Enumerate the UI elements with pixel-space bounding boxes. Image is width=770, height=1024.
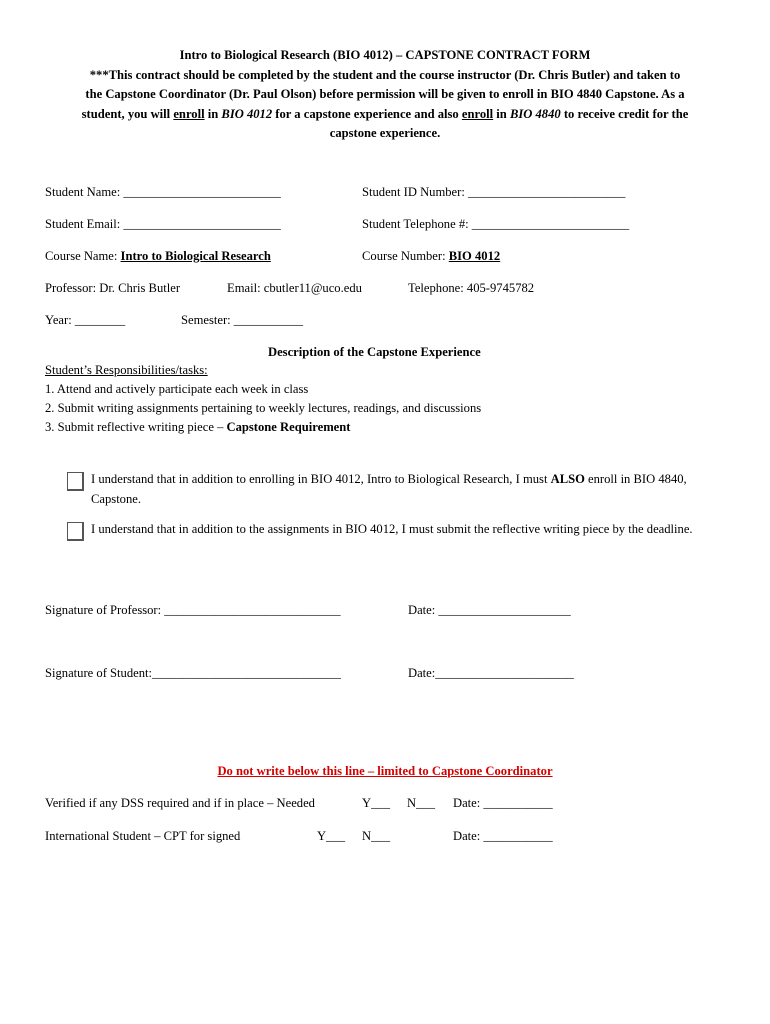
form-header [40,46,730,144]
student-name-field[interactable]: Student Name: _________________________ [45,185,281,199]
instructions-line-5: capstone experience. [329,126,441,140]
course-number [362,249,500,264]
international-date-field[interactable]: Date: ___________ [453,829,553,843]
responsibilities-label-text: Student’s Responsibilities/tasks: [45,363,208,377]
ack-checkbox-1[interactable] [67,472,84,491]
task-item-3-text: 3. Submit reflective writing piece – [45,420,227,434]
student-signature-field[interactable]: Signature of Student:______________________________ [45,666,341,680]
dss-yes-field[interactable]: Y___ [362,796,390,810]
bio4012-italic: BIO 4012 [221,106,273,121]
ack-text-1 [91,470,731,509]
international-yes-field[interactable]: Y___ [317,829,345,843]
responsibilities-label [45,363,208,378]
ack-checkbox-2[interactable] [67,522,84,541]
task-item-3 [45,420,350,435]
task-item-2: 2. Submit writing assignments pertaining to weekly lectures, readings, and discussions [45,401,482,415]
instructions-line-4 [40,105,730,125]
student-phone-field[interactable]: Student Telephone #: _________________________ [362,217,630,231]
description-heading-text: Description of the Capstone Experience [268,345,481,359]
form-title: Intro to Biological Research (BIO 4012) – CAPSTONE CONTRACT FORM [179,48,591,62]
course-number-label: Course Number: [362,249,449,263]
student-id-field[interactable]: Student ID Number: _________________________ [362,185,626,199]
year-field[interactable]: Year: ________ [45,313,126,327]
student-date-field[interactable]: Date:______________________ [408,666,574,680]
coordinator-warning [0,764,770,779]
ack-text-1-also: ALSO [550,472,585,486]
capstone-requirement: Capstone Requirement [226,420,351,434]
instructions-text: in [493,106,510,121]
professor-signature-field[interactable]: Signature of Professor: ____________________________ [45,603,341,617]
instructions-text: student, you will [81,106,174,121]
task-item-1: 1. Attend and actively participate each week in class [45,382,309,396]
course-number-value: BIO 4012 [448,249,501,263]
professor-name: Professor: Dr. Chris Butler [45,281,181,295]
ack-text-2: I understand that in addition to the assignments in BIO 4012, I must submit the reflective writing piece by the deadline. [91,522,693,536]
international-no-field[interactable]: N___ [362,829,390,843]
description-heading [268,345,481,360]
student-email-field[interactable]: Student Email: _________________________ [45,217,281,231]
course-name-value: Intro to Biological Research [120,249,271,263]
instructions-line-2: ***This contract should be completed by the student and the course instructor (Dr. Chris Butler) and taken to [89,67,681,82]
instructions-text: for a capstone experience and also [272,106,462,121]
international-label: International Student – CPT for signed [45,829,241,843]
enroll-underlined: enroll [461,106,494,121]
professor-telephone: Telephone: 405-9745782 [408,281,535,295]
instructions-line-3: the Capstone Coordinator (Dr. Paul Olson) before permission will be given to enroll in BIO 4840 Capstone. As a [85,87,685,101]
course-name-label: Course Name: [45,249,121,263]
professor-date-field[interactable]: Date: _____________________ [408,603,571,617]
instructions-text: in [204,106,222,121]
course-name [45,249,271,264]
ack-text-1-a: I understand that in addition to enrolling in BIO 4012, Intro to Biological Research, I must [91,472,551,486]
instructions-text: to receive credit for the [560,106,689,121]
dss-no-field[interactable]: N___ [407,796,435,810]
semester-field[interactable]: Semester: ___________ [181,313,304,327]
professor-email: Email: cbutler11@uco.edu [227,281,362,295]
dss-label: Verified if any DSS required and if in place – Needed [45,796,315,810]
dss-date-field[interactable]: Date: ___________ [453,796,553,810]
bio4840-italic: BIO 4840 [509,106,561,121]
ack-text-1-c: enroll in BIO 4840, Capstone. [91,472,687,506]
coordinator-warning-text: Do not write below this line – limited to Capstone Coordinator [217,764,553,778]
enroll-underlined: enroll [173,106,205,121]
